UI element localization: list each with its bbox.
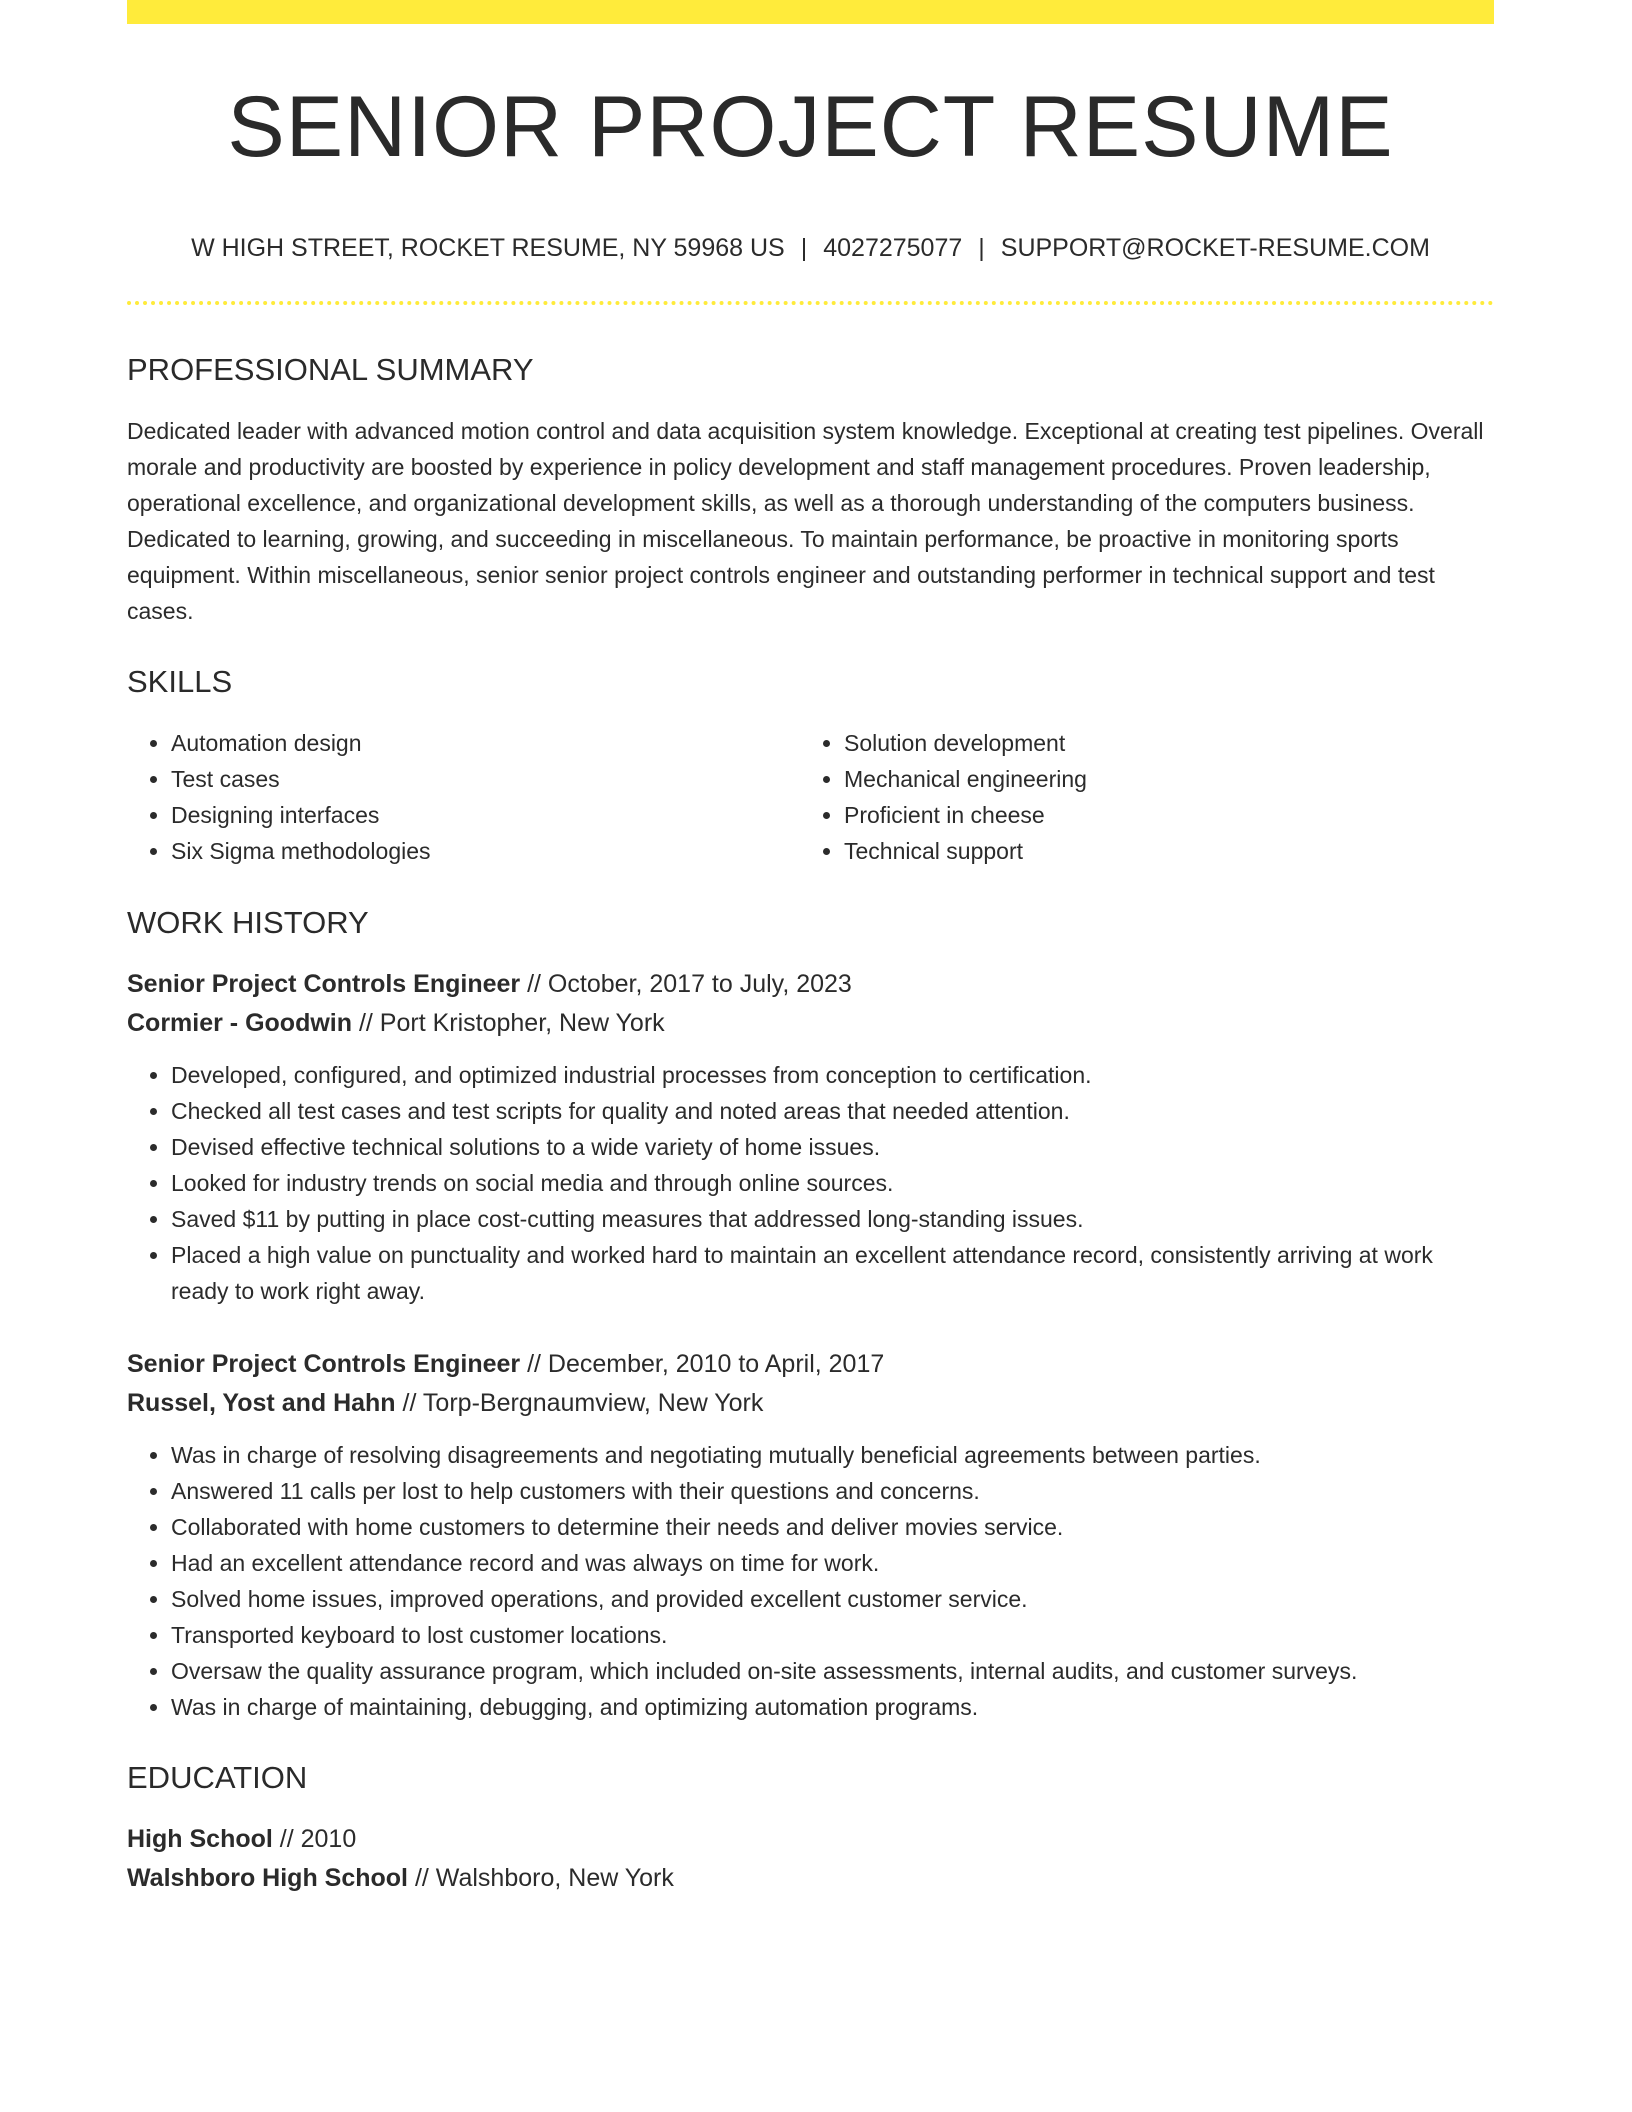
skill-item: • Automation design xyxy=(171,725,800,761)
section-title-skills: SKILLS xyxy=(127,664,233,699)
skills-list-right xyxy=(800,725,1473,869)
skill-item: • Mechanical engineering xyxy=(844,761,1473,797)
skill-item: • Test cases xyxy=(171,761,800,797)
skills-grid xyxy=(127,725,1494,869)
education-school-line xyxy=(127,1859,1494,1898)
job-entry xyxy=(127,1345,1494,1725)
job-bullet: • Answered 11 calls per lost to help customers with their questions and concerns. xyxy=(171,1473,1494,1509)
job-role-line xyxy=(127,965,1494,1004)
job-bullet: • Looked for industry trends on social media and through online sources. xyxy=(171,1165,1494,1201)
job-bullet: • Solved home issues, improved operations, and provided excellent customer service. xyxy=(171,1581,1494,1617)
contact-line xyxy=(127,236,1494,261)
job-bullet: • Transported keyboard to lost customer locations. xyxy=(171,1617,1494,1653)
education-school: Walshboro High School xyxy=(127,1864,409,1892)
section-title-summary: PROFESSIONAL SUMMARY xyxy=(127,352,534,387)
contact-email: SUPPORT@ROCKET-RESUME.COM xyxy=(1000,234,1430,262)
education-year: // 2010 xyxy=(279,1825,357,1853)
resume-page xyxy=(127,0,1494,1898)
job-role: Senior Project Controls Engineer xyxy=(127,1350,521,1378)
skill-item: • Solution development xyxy=(844,725,1473,761)
education-degree-line xyxy=(127,1820,1494,1859)
job-bullet: • Devised effective technical solutions to a wide variety of home issues. xyxy=(171,1129,1494,1165)
education-entry xyxy=(127,1820,1494,1898)
job-dates: // December, 2010 to April, 2017 xyxy=(527,1350,885,1378)
job-bullet: • Saved $11 by putting in place cost-cutting measures that addressed long-standing issues. xyxy=(171,1201,1494,1237)
skills-list-left xyxy=(127,725,800,869)
skill-item: • Designing interfaces xyxy=(171,797,800,833)
dotted-divider xyxy=(127,301,1494,305)
skill-item: • Technical support xyxy=(844,833,1473,869)
summary-text: Dedicated leader with advanced motion control and data acquisition system knowledge. Exceptional at creating test pipelines. Overall morale and productivity are boosted by experience in policy development and staff management procedures. Proven leadership, operational excellence, and organizational development skills, as well as a thorough understanding of the computers business. Dedicated to learning, growing, and succeeding in miscellaneous. To maintain performance, be proactive in monitoring sports equipment. Within miscellaneous, senior senior project controls engineer and outstanding performer in technical support and test cases. xyxy=(127,418,1484,624)
job-dates: // October, 2017 to July, 2023 xyxy=(527,970,852,998)
job-location: // Port Kristopher, New York xyxy=(358,1009,665,1037)
job-entry xyxy=(127,965,1494,1309)
education-location: // Walshboro, New York xyxy=(414,1864,674,1892)
contact-separator: | xyxy=(978,234,985,262)
section-title-work-history: WORK HISTORY xyxy=(127,905,369,940)
accent-top-bar xyxy=(127,0,1494,24)
skill-item: • Proficient in cheese xyxy=(844,797,1473,833)
job-bullet: • Oversaw the quality assurance program, which included on-site assessments, internal audits, and customer surveys. xyxy=(171,1653,1494,1689)
job-company: Cormier - Goodwin xyxy=(127,1009,352,1037)
job-bullets xyxy=(127,1057,1494,1309)
job-location: // Torp-Bergnaumview, New York xyxy=(402,1389,764,1417)
job-bullet: • Collaborated with home customers to determine their needs and deliver movies service. xyxy=(171,1509,1494,1545)
section-title-education: EDUCATION xyxy=(127,1760,308,1795)
education-degree: High School xyxy=(127,1825,273,1853)
job-role-line xyxy=(127,1345,1494,1384)
contact-separator: | xyxy=(800,234,808,262)
contact-phone: 4027275077 xyxy=(823,234,963,262)
job-company-line xyxy=(127,1004,1494,1043)
skill-item: • Six Sigma methodologies xyxy=(171,833,800,869)
job-bullet: • Placed a high value on punctuality and worked hard to maintain an excellent attendance record, consistently arriving at work ready to work right away. xyxy=(171,1237,1494,1309)
job-bullet: • Had an excellent attendance record and was always on time for work. xyxy=(171,1545,1494,1581)
job-role: Senior Project Controls Engineer xyxy=(127,970,521,998)
contact-address: W HIGH STREET, ROCKET RESUME, NY 59968 US xyxy=(191,234,785,262)
job-company-line xyxy=(127,1384,1494,1423)
job-bullet: • Developed, configured, and optimized industrial processes from conception to certification. xyxy=(171,1057,1494,1093)
job-bullets xyxy=(127,1437,1494,1725)
job-bullet: • Was in charge of resolving disagreements and negotiating mutually beneficial agreements between parties. xyxy=(171,1437,1494,1473)
resume-name: SENIOR PROJECT RESUME xyxy=(227,79,1394,175)
job-bullet: • Was in charge of maintaining, debugging, and optimizing automation programs. xyxy=(171,1689,1494,1725)
job-bullet: • Checked all test cases and test scripts for quality and noted areas that needed attention. xyxy=(171,1093,1494,1129)
job-company: Russel, Yost and Hahn xyxy=(127,1389,396,1417)
